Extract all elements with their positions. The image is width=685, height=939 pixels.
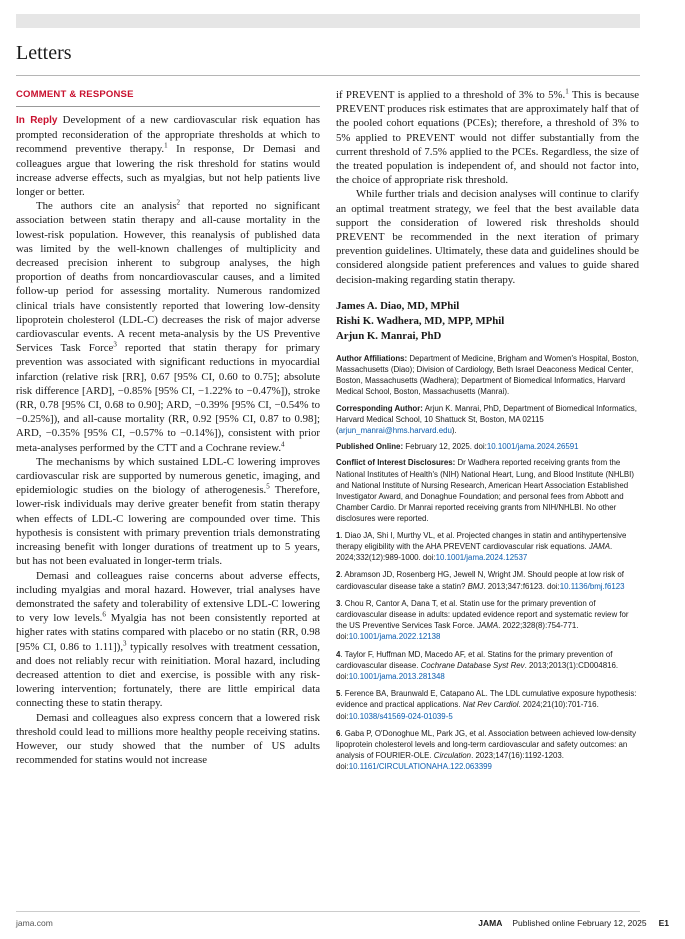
text: Demasi and colleagues raise concerns about adverse effects, including myalgias and moral hazard. However, trial analyses have demonstrated the safety and tolerability of extensive LDL-C lowering to very low levels. (16, 569, 320, 625)
email-link[interactable]: arjun_manrai@hms.harvard.edu (338, 426, 452, 436)
author-list (336, 299, 639, 344)
citation: 3 (113, 340, 117, 349)
paragraph-3 (16, 455, 320, 569)
text: . Ference BA, Braunwald E, Catapano AL. The LDL cumulative exposure hypothesis: evidence and practical applications. (336, 689, 637, 710)
section-title: Letters (16, 42, 72, 64)
footer-divider (16, 911, 640, 912)
text: The mechanisms by which sustained LDL-C lowering improves cardiovascular risk are supported by numerous genetic, imaging, and epidemiologic studies on the biology of atherogenesis. (16, 455, 320, 497)
text: Department of Medicine, Brigham and Women's Hospital, Boston, Massachusetts (Diao); Division of Cardiology, Beth Israel Deaconess Medical Center, Boston, Massachusetts (Wadhera); Department of Biomedical Informatics, Harvard Medical School, Boston, Massachusetts (Manrai). (336, 353, 639, 397)
journal-name: Cochrane Database Syst Rev (420, 660, 525, 670)
reference-number: 4 (336, 649, 341, 659)
footer-info (478, 918, 669, 929)
reference-item (336, 649, 639, 683)
paragraph-7: While further trials and decision analyses will continue to clarify an optimal treatment strategy, we feel that the best available data support the consideration of lowered risk thresholds should PREVENT be recommended in the next iteration of primary prevention guidelines. Ultimately, these data and guidelines should be considered alongside patient preferences and values to guide shared decision-making regarding statin therapy. (336, 188, 639, 286)
text: ). (451, 426, 457, 436)
reference-number: 6 (336, 728, 341, 738)
doi-link[interactable]: 10.1001/jama.2013.281348 (348, 671, 445, 681)
conflict-of-interest (336, 457, 639, 524)
journal-name: JAMA (478, 918, 503, 928)
reference-item (336, 688, 639, 722)
published-online (336, 441, 639, 452)
author-name: Arjun K. Manrai, PhD (336, 329, 442, 342)
journal-name: BMJ (467, 581, 484, 591)
journal-name: JAMA (588, 541, 610, 551)
text: . 2024;21(10):701-716. doi: (336, 700, 599, 721)
right-column (336, 88, 639, 779)
doi-link[interactable]: 10.1001/jama.2024.12537 (435, 553, 528, 563)
text: . 2013;2013(1):CD004816. doi: (336, 660, 619, 681)
text: February 12, 2025. doi: (403, 442, 487, 452)
reference-item (336, 728, 639, 773)
in-reply-label: In Reply (16, 115, 58, 126)
paragraph-2 (16, 199, 320, 455)
text: The authors cite an analysis (36, 200, 177, 213)
label: Conflict of Interest Disclosures: (336, 458, 456, 468)
doi-link[interactable]: 10.1136/bmj.f6123 (559, 581, 625, 591)
text: Development of a new cardiovascular risk equation has prompted reconsideration of the appropriate thresholds at which to recommend preventive therapy. (16, 114, 320, 156)
page-number: E1 (658, 918, 669, 928)
text: In response, Dr Demasi and colleagues argue that lowering the risk threshold for statins would increase adverse effects, such as myalgias, but not help patients live longer or better. (16, 143, 320, 199)
text: Dr Wadhera reported receiving grants from the National Institutes of Health's (NIH) National Heart, Lung, and Blood Institute (NHLBI) and National Institute of Nursing Research, American Heart Association Established Investigator Award, and Donaghue Foundation; and personal fees from Abbott and Chamber Cardio. Dr Manrai reported receiving grants from NIH/NHLBI. No other disclosures were reported. (336, 458, 634, 524)
reference-number: 2 (336, 570, 341, 580)
reference-number: 1 (336, 530, 341, 540)
text: Myalgia has not been consistently reported at higher rates with statins compared with placebo or no statin (RR, 0.98 [95% CI, 0.86 to 1.11]), (16, 612, 320, 653)
text: typically resolves with treatment cessation, and does not reliably recur with reinitiation. Moral hazard, including decreased attention to diet and exercise, is possible with any risk-lowering intervention; fortunately, there are little empirical data connecting these to statin therapy. (16, 640, 320, 710)
section-kicker: COMMENT & RESPONSE (16, 88, 320, 107)
citation: 2 (176, 198, 181, 207)
text: . 2023;147(16):1192-1203. doi: (336, 751, 564, 772)
text: . Abramson JD, Rosenberg HG, Jewell N, Wright JM. Should people at low risk of cardiovascular disease take a statin? (336, 570, 624, 591)
citation: 3 (123, 638, 127, 647)
journal-name: JAMA (477, 621, 499, 631)
header-bar (16, 14, 640, 28)
text: . 2013;347:f6123. doi: (483, 581, 560, 591)
title-divider (16, 75, 640, 76)
reference-item (336, 530, 639, 564)
paragraph-6 (336, 88, 639, 187)
citation: 6 (102, 610, 106, 619)
paragraph-1 (16, 113, 320, 199)
reference-item (336, 569, 639, 591)
journal-name: Nat Rev Cardiol (462, 700, 519, 710)
doi-link[interactable]: 10.1161/CIRCULATIONAHA.122.063399 (348, 762, 492, 772)
label: Author Affiliations: (336, 353, 408, 363)
doi-link[interactable]: 10.1001/jama.2024.26591 (486, 442, 579, 452)
text: . Chou R, Cantor A, Dana T, et al. Statin use for the primary prevention of cardiovascular disease in adults: updated evidence report and systematic review for the US Preventive Services Task Force. (336, 598, 629, 631)
text: . Gaba P, O'Donoghue ML, Park JG, et al. Association between achieved low-density lipoprotein cholesterol levels and long-term cardiovascular and safety outcomes: an analysis of FOURIER-OLE. (336, 728, 637, 761)
text: . Taylor F, Huffman MD, Macedo AF, et al. Statins for the primary prevention of cardiovascular disease. (336, 649, 613, 670)
article-info (336, 353, 639, 773)
footer-site-link[interactable]: jama.com (16, 918, 53, 928)
doi-link[interactable]: 10.1038/s41569-024-01039-5 (348, 711, 453, 721)
corresponding-author (336, 403, 639, 437)
text: that reported no significant association between statin therapy and all-cause mortality in the lowest-risk population. However, this reanalysis of published data was limited by the well-known challenges of multiplicity and decreased precision inherent to subgroup analyses, the high proportion of deaths from noncardiovascular causes, and a limited follow-up period for assessing mortality. Numerous randomized clinical trials have consistently reported that lowering low-density lipoprotein cholesterol (LDL-C) decreases the risk of major adverse cardiovascular events. A recent meta-analysis by the US Preventive Services Task Force (16, 200, 320, 355)
doi-link[interactable]: 10.1001/jama.2022.12138 (348, 632, 441, 642)
citation: 1 (565, 87, 569, 96)
text: if PREVENT is applied to a threshold of 3% to 5%. (336, 89, 566, 101)
paragraph-4 (16, 569, 320, 711)
author-name: James A. Diao, MD, MPhil (336, 299, 460, 312)
paragraph-5: Demasi and colleagues also express concern that a lowered risk threshold could lead to millions more healthy people receiving statins. However, our study showed that the number of US adults recommended for statins would not increase (16, 711, 320, 767)
text: Arjun K. Manrai, PhD, Department of Biomedical Informatics, Harvard Medical School, 10 Shattuck St, Boston, MA 02115 ( (336, 403, 637, 436)
label: Corresponding Author: (336, 403, 423, 413)
text: This is because PREVENT produces risk estimates that are approximately half that of the pooled cohort equations (PCEs); therefore, a threshold of 3% to 5% applied to PREVENT would not differ substantially from the current threshold of 7.5% applied to the PCEs. Regardless, the size of the treated population is independent of, and should not factor into, the choice of appropriate risk threshold. (336, 89, 639, 187)
left-column (16, 88, 320, 767)
reference-item (336, 598, 639, 643)
text: . 2024;332(12):989-1000. doi: (336, 541, 613, 563)
label: Published Online: (336, 442, 404, 452)
reference-number: 3 (336, 598, 341, 608)
journal-name: Circulation (433, 751, 472, 761)
author-affiliations (336, 353, 639, 398)
text: . 2022;328(8):754-771. doi: (336, 621, 579, 642)
author-name: Rishi K. Wadhera, MD, MPP, MPhil (336, 314, 505, 327)
reference-number: 5 (336, 689, 341, 699)
text: Therefore, lower-risk individuals may derive greater benefit from statin therapy when effects of LDL-C lowering are compounded over time. This hypothesis is consistent with primary prevention trials demonstrating increasing benefit with longer durations of treatment up to 5 years, but has not been evaluated in longer-term trials. (16, 484, 321, 568)
publication-date: Published online February 12, 2025 (512, 918, 647, 928)
text: . Diao JA, Shi I, Murthy VL, et al. Projected changes in statin and antihypertensive therapy eligibility with the AHA PREVENT cardiovascular risk equations. (336, 530, 627, 551)
citation: 1 (164, 141, 168, 150)
citation: 4 (281, 440, 285, 449)
reference-list (336, 530, 639, 773)
text: reported that statin therapy for primary prevention was associated with significant reductions in myocardial infarction (relative risk [RR], 0.67 [95% CI, 0.60 to 0.75]; absolute risk difference [ARD], −0.85% [95% CI, −1.22% to −0.47%]), stroke (RR, 0.78 [95% CI, 0.68 to 0.90]; ARD, −0.39% [95% CI, −0.54% to −0.25%]), and all-cause mortality (RR, 0.92 [95% CI, 0.87 to 0.98]; ARD, −0.35% [95% CI, −0.57% to −0.14%]), consistent with prior meta-analyses performed by the CTT and a Cochrane review. (16, 342, 320, 454)
citation: 5 (266, 482, 270, 491)
